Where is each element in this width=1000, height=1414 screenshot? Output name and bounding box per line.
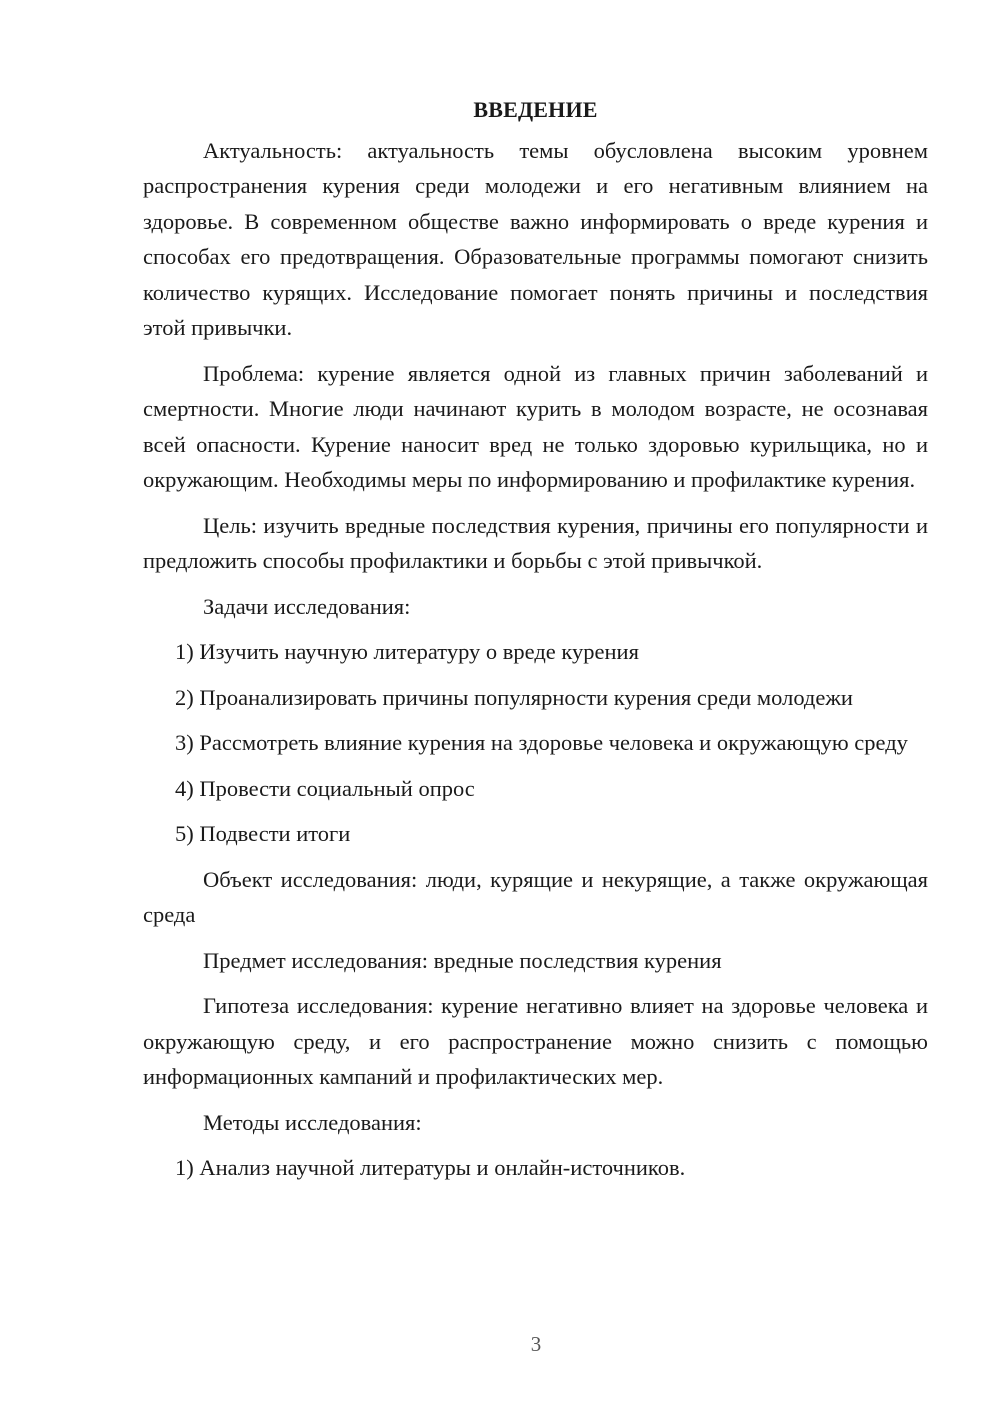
page-content [143,92,928,1196]
method-item: 1) Анализ научной литературы и онлайн-источников. [175,1155,686,1180]
relevance-paragraph: Актуальность: актуальность темы обусловлена высоким уровнем распространения курения среди молодежи и его негативным влиянием на здоровье. В современном обществе важно информировать о вреде курения и способах его предотвращения. Образовательные программы помогают снизить количество курящих. Исследование помогает понять причины и последствия этой привычки. [143,137,928,340]
object-paragraph: Объект исследования: люди, курящие и некурящие, а также окружающая среда [143,866,928,927]
methods-heading: Методы исследования: [203,1109,422,1135]
task-item: 1) Изучить научную литературу о вреде курения [175,639,639,664]
section-title: ВВЕДЕНИЕ [473,97,598,122]
tasks-heading: Задачи исследования: [203,593,411,619]
task-item: 3) Рассмотреть влияние курения на здоровье человека и окружающую среду [175,730,908,755]
task-item: 4) Провести социальный опрос [175,775,475,801]
hypothesis-paragraph: Гипотеза исследования: курение негативно влияет на здоровье человека и окружающую среду, и его распространение можно снизить с помощью информационных кампаний и профилактических мер. [143,993,928,1089]
goal-paragraph: Цель: изучить вредные последствия курения, причины его популярности и предложить способы профилактики и борьбы с этой привычкой. [143,512,928,573]
page-number: 3 [530,1332,542,1356]
task-item: 2) Проанализировать причины популярности курения среди молодежи [175,684,853,710]
task-item: 5) Подвести итоги [175,821,351,846]
subject-paragraph: Предмет исследования: вредные последствия курения [203,947,722,973]
problem-paragraph: Проблема: курение является одной из главных причин заболеваний и смертности. Многие люди начинают курить в молодом возрасте, не осознавая всей опасности. Курение наносит вред не только здоровью курильщика, но и окружающим. Необходимы меры по информированию и профилактике курения. [143,360,928,492]
